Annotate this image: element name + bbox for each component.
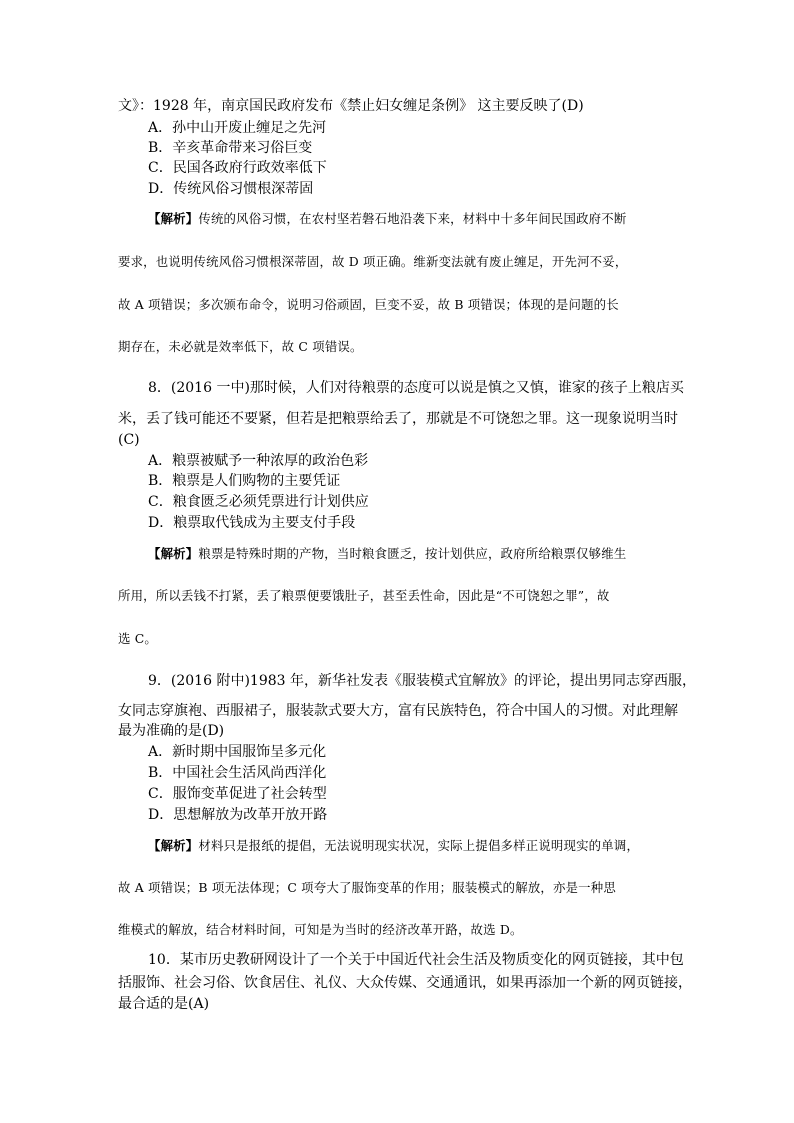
q10-stem-line-1: 10．某市历史教研网设计了一个关于中国近代社会生活及物质变化的网页链接，其中包 bbox=[148, 952, 684, 968]
q7-analysis-line-2: 要求，也说明传统风俗习惯根深蒂固，故 D 项正确。维新变法就有废止缠足，开先河不妥， bbox=[118, 254, 628, 269]
q7-option-a: A．孙中山开废止缠足之先河 bbox=[148, 120, 327, 136]
q8-analysis-line-2: 所用，所以丢钱不打紧，丢了粮票便要饿肚子，甚至丢性命，因此是“不可饶恕之罪”，故 bbox=[118, 588, 610, 603]
q8-option-a: A．粮票被赋予一种浓厚的政治色彩 bbox=[148, 453, 369, 469]
q8-stem-line-3: (C) bbox=[118, 432, 140, 448]
q8-option-c: C．粮食匮乏必须凭票进行计划供应 bbox=[148, 494, 369, 510]
q7-option-b: B．辛亥革命带来习俗巨变 bbox=[148, 140, 313, 156]
q7-analysis-line-3: 故 A 项错误；多次颁布命令，说明习俗顽固，巨变不妥，故 B 项错误；体现的是问题的长 bbox=[118, 297, 619, 312]
q8-stem-line-1: 8．(2016 一中)那时候，人们对待粮票的态度可以说是慎之又慎，谁家的孩子上粮店买 bbox=[148, 380, 684, 396]
q9-stem-line-3: 最为准确的是(D) bbox=[118, 723, 225, 739]
q7-option-c: C．民国各政府行政效率低下 bbox=[148, 160, 327, 176]
q10-stem-line-3: 最合适的是(A) bbox=[118, 996, 210, 1012]
q10-stem-line-2: 括服饰、社会习俗、饮食居住、礼仪、大众传媒、交通通讯，如果再添加一个新的网页链接， bbox=[118, 975, 692, 991]
q9-analysis-tag: 【解析】 bbox=[148, 838, 199, 853]
q9-analysis-line-3: 维模式的解放，结合材料时间，可知是为当时的经济改革开路，故选 D。 bbox=[118, 922, 523, 937]
q8-analysis-line-1: 【解析】粮票是特殊时期的产物，当时粮食匮乏，按计划供应，政府所给粮票仅够维生 bbox=[148, 546, 627, 561]
q9-analysis-line-1: 【解析】材料只是报纸的提倡，无法说明现实状况，实际上提倡多样正说明现实的单调， bbox=[148, 838, 640, 853]
q8-option-b: B．粮票是人们购物的主要凭证 bbox=[148, 473, 341, 489]
q8-option-d: D．粮票取代钱成为主要支付手段 bbox=[148, 515, 356, 531]
q7-option-d: D．传统风俗习惯根深蒂固 bbox=[148, 181, 314, 197]
q9-option-d: D．思想解放为改革开放开路 bbox=[148, 807, 328, 823]
q9-stem-line-1: 9．(2016 附中)1983 年，新华社发表《服装模式宜解放》的评论，提出男同志穿西服， bbox=[148, 673, 696, 689]
q9-option-b: B．中国社会生活风尚西洋化 bbox=[148, 765, 327, 781]
q8-analysis-line-3: 选 C。 bbox=[118, 631, 158, 646]
q9-option-a: A．新时期中国服饰呈多元化 bbox=[148, 744, 327, 760]
q7-analysis-line-1: 【解析】传统的风俗习惯，在农村坚若磐石地沿袭下来，材料中十多年间民国政府不断 bbox=[148, 211, 627, 226]
q9-option-c: C．服饰变革促进了社会转型 bbox=[148, 786, 327, 802]
q7-stem: 文》：1928 年，南京国民政府发布《禁止妇女缠足条例》 这主要反映了(D) bbox=[118, 98, 584, 114]
q8-stem-line-2: 米，丢了钱可能还不要紧，但若是把粮票给丢了，那就是不可饶恕之罪。这一现象说明当时 bbox=[118, 411, 678, 427]
q7-analysis-line-4: 期存在，未必就是效率低下，故 C 项错误。 bbox=[118, 339, 363, 354]
q8-analysis-tag: 【解析】 bbox=[148, 546, 199, 561]
q9-stem-line-2: 女同志穿旗袍、西服裙子，服装款式要大方，富有民族特色，符合中国人的习惯。对此理解 bbox=[118, 703, 678, 719]
q7-analysis-tag: 【解析】 bbox=[148, 211, 199, 226]
q9-analysis-line-2: 故 A 项错误；B 项无法体现；C 项夸大了服饰变革的作用；服装模式的解放，亦是一种思 bbox=[118, 880, 616, 895]
